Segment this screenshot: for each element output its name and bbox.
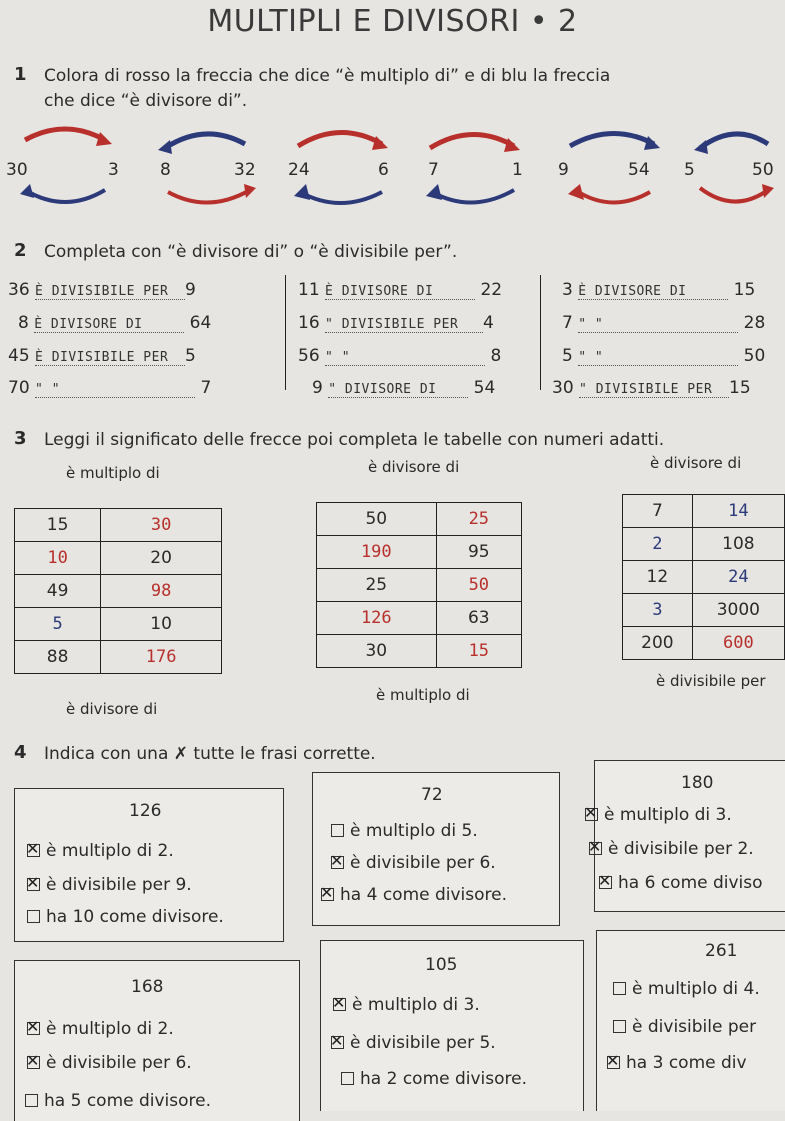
table-cell[interactable]: 176 — [101, 641, 222, 674]
ex2-a: 7 — [562, 313, 573, 333]
table-cell[interactable]: 3 — [623, 594, 693, 627]
table-row — [317, 602, 522, 635]
ex2-answer[interactable]: " DIVISIBILE PER — [325, 317, 483, 333]
ex2-row — [562, 313, 765, 333]
checkbox-icon[interactable] — [331, 856, 344, 869]
ex2-answer[interactable]: " DIVISIBILE PER — [579, 382, 729, 398]
checkbox-icon[interactable] — [321, 888, 334, 901]
page-title: MULTIPLI E DIVISORI • 2 — [207, 4, 578, 39]
table-row — [317, 503, 522, 536]
ex2-b: 5 — [185, 346, 196, 366]
statement-label: ha 2 come divisore. — [360, 1069, 528, 1089]
checkbox-icon[interactable] — [331, 824, 344, 837]
ex2-answer[interactable]: " " — [578, 317, 738, 333]
ex2-row — [298, 280, 502, 300]
ex2-row — [8, 280, 196, 300]
ex2-a: 45 — [8, 346, 30, 366]
statement-option[interactable] — [25, 1091, 211, 1111]
table-cell[interactable]: 190 — [317, 536, 437, 569]
ex2-answer[interactable]: È DIVISIBILE PER — [35, 350, 185, 366]
arrowhead-bottom-4 — [426, 184, 442, 200]
table2-top-caption: è divisore di — [368, 458, 460, 476]
statement-label: è multiplo di 4. — [632, 979, 760, 999]
table-row — [15, 542, 222, 575]
table-cell[interactable]: 98 — [101, 575, 222, 608]
statement-box-180 — [594, 760, 785, 912]
arrow-bottom-5 — [575, 190, 650, 203]
ex2-answer[interactable]: È DIVISIBILE PER — [35, 284, 185, 300]
statement-label: è divisibile per 2. — [608, 839, 754, 859]
arrowhead-bottom-5 — [568, 184, 584, 200]
statement-box-105 — [320, 940, 584, 1111]
ex1-pair5-left: 9 — [558, 160, 569, 180]
ex2-row — [552, 378, 751, 398]
box-number: 105 — [425, 955, 458, 975]
table-cell: 63 — [436, 602, 521, 635]
statement-option[interactable] — [331, 1033, 496, 1053]
statement-option[interactable] — [27, 1053, 192, 1073]
table-row — [15, 575, 222, 608]
arrowhead-bottom-1 — [20, 184, 34, 198]
ex2-b: 64 — [189, 313, 212, 333]
table-row — [623, 627, 785, 660]
checkbox-icon[interactable] — [331, 1036, 344, 1049]
statement-box-261 — [596, 930, 785, 1111]
table-cell[interactable]: 5 — [15, 608, 101, 641]
statement-option[interactable] — [27, 1019, 174, 1039]
checkbox-icon[interactable] — [27, 1056, 40, 1069]
ex2-a: 70 — [8, 378, 30, 398]
ex1-pair1-left: 30 — [6, 160, 28, 180]
statement-label: è divisibile per 6. — [350, 853, 496, 873]
ex2-divider-2 — [540, 275, 541, 390]
arrow-bottom-6 — [700, 188, 768, 202]
ex1-pair4-left: 7 — [428, 160, 439, 180]
arrow-bottom-2 — [168, 190, 250, 203]
ex2-answer[interactable]: " " — [35, 382, 195, 398]
arrow-bottom-4 — [432, 190, 514, 203]
statement-option[interactable] — [331, 821, 478, 841]
table1-bottom-caption: è divisore di — [66, 700, 158, 718]
table-cell[interactable]: 10 — [15, 542, 101, 575]
table-row — [15, 608, 222, 641]
arrow-top-6 — [700, 134, 768, 148]
arrowhead-bottom-6 — [762, 184, 774, 198]
statement-label: è divisibile per — [632, 1017, 757, 1037]
arrowhead-bottom-3 — [294, 184, 310, 200]
statement-option[interactable] — [585, 805, 732, 825]
table-cell[interactable]: 24 — [692, 561, 784, 594]
table-cell[interactable]: 126 — [317, 602, 437, 635]
ex2-row — [298, 346, 501, 366]
table-cell[interactable]: 30 — [101, 509, 222, 542]
statement-box-72 — [312, 772, 560, 926]
table-cell: 20 — [101, 542, 222, 575]
ex2-b: 7 — [200, 378, 212, 398]
arrow-bottom-3 — [300, 192, 382, 203]
ex2-answer[interactable]: " " — [578, 350, 738, 366]
table-cell: 12 — [623, 561, 693, 594]
table-cell: 30 — [317, 635, 437, 668]
ex1-pair3-left: 24 — [288, 160, 310, 180]
checkbox-icon[interactable] — [585, 808, 598, 821]
ex2-row — [18, 313, 211, 333]
ex2-answer[interactable]: È DIVISORE DI — [578, 284, 728, 300]
table-2 — [316, 502, 522, 668]
ex2-a: 56 — [298, 346, 320, 366]
ex1-pair6-left: 5 — [684, 160, 695, 180]
ex3-text: Leggi il significato delle frecce poi completa le tabelle con numeri adatti. — [44, 430, 665, 450]
ex2-a: 5 — [562, 346, 573, 366]
statement-label: è divisibile per 6. — [46, 1053, 192, 1073]
table2-bottom-caption: è multiplo di — [376, 686, 470, 704]
ex2-answer[interactable]: È DIVISORE DI — [325, 284, 475, 300]
ex2-row — [8, 346, 196, 366]
ex2-b: 4 — [483, 313, 494, 333]
arrow-top-1 — [25, 129, 105, 140]
statement-box-126 — [14, 788, 284, 942]
ex2-answer[interactable]: È DIVISORE DI — [34, 317, 184, 333]
arrow-top-3 — [298, 132, 382, 146]
ex2-row — [312, 378, 495, 398]
ex2-row — [562, 346, 765, 366]
checkbox-icon[interactable] — [27, 910, 40, 923]
arrow-bottom-1 — [25, 190, 105, 202]
statement-label: è divisibile per 9. — [46, 875, 192, 895]
statement-option[interactable] — [607, 1053, 747, 1073]
table-cell[interactable]: 50 — [436, 569, 521, 602]
table-row — [317, 536, 522, 569]
ex2-number: 2 — [14, 240, 27, 261]
ex2-a: 11 — [298, 280, 320, 300]
table-row — [623, 528, 785, 561]
ex1-pair5-right: 54 — [628, 160, 650, 180]
arrowhead-bottom-2 — [244, 184, 256, 198]
statement-label: è multiplo di 2. — [46, 841, 174, 861]
table-row — [623, 594, 785, 627]
checkbox-icon[interactable] — [333, 998, 346, 1011]
ex2-row — [298, 313, 494, 333]
ex2-b: 28 — [743, 313, 766, 333]
table-row — [623, 495, 785, 528]
ex2-a: 30 — [552, 378, 574, 398]
statement-label: ha 3 come div — [626, 1053, 747, 1073]
box-number: 261 — [705, 941, 738, 961]
statement-label: ha 5 come divisore. — [44, 1091, 212, 1111]
table-row — [317, 569, 522, 602]
ex1-pair6-right: 50 — [752, 160, 774, 180]
ex1-text-line2: che dice “è divisore di”. — [44, 91, 248, 111]
table-cell: 95 — [436, 536, 521, 569]
ex3-number: 3 — [14, 428, 27, 449]
table-row — [623, 561, 785, 594]
statement-box-168 — [14, 960, 300, 1121]
table-1 — [14, 508, 222, 674]
checkbox-icon[interactable] — [589, 842, 602, 855]
ex2-b: 9 — [185, 280, 196, 300]
statement-label: è multiplo di 3. — [352, 995, 480, 1015]
table-cell: 10 — [101, 608, 222, 641]
table-cell[interactable]: 14 — [692, 495, 784, 528]
box-number: 168 — [131, 977, 164, 997]
ex2-answer[interactable]: " DIVISORE DI — [328, 382, 468, 398]
checkbox-icon[interactable] — [27, 1022, 40, 1035]
table-row — [317, 635, 522, 668]
ex1-pair2-right: 32 — [234, 160, 256, 180]
statement-option[interactable] — [613, 979, 760, 999]
table3-bottom-caption: è divisibile per — [656, 672, 766, 690]
statement-label: è multiplo di 3. — [604, 805, 732, 825]
checkbox-icon[interactable] — [341, 1072, 354, 1085]
arrow-top-2 — [165, 134, 245, 148]
box-number: 180 — [681, 773, 714, 793]
table-cell: 15 — [15, 509, 101, 542]
ex2-text: Completa con “è divisore di” o “è divisibile per”. — [44, 242, 458, 262]
statement-label: è multiplo di 5. — [350, 821, 478, 841]
table-cell: 50 — [317, 503, 437, 536]
ex2-a: 36 — [8, 280, 30, 300]
arrowhead-top-6 — [694, 140, 708, 154]
table-cell: 49 — [15, 575, 101, 608]
statement-option[interactable] — [341, 1069, 527, 1089]
ex2-a: 16 — [298, 313, 320, 333]
ex2-a: 8 — [18, 313, 29, 333]
statement-option[interactable] — [599, 873, 763, 893]
table-row — [15, 509, 222, 542]
box-number: 72 — [421, 785, 443, 805]
statement-option[interactable] — [27, 841, 174, 861]
ex2-divider-1 — [285, 275, 286, 390]
ex2-row — [562, 280, 755, 300]
statement-label: ha 6 come diviso — [618, 873, 763, 893]
table-3 — [622, 494, 785, 660]
arrow-top-5 — [570, 133, 654, 146]
table-cell: 108 — [692, 528, 784, 561]
statement-option[interactable] — [331, 853, 496, 873]
ex4-text: Indica con una ✗ tutte le frasi corrette. — [44, 744, 376, 764]
ex2-b: 15 — [729, 378, 751, 398]
ex2-answer[interactable]: " " — [325, 350, 485, 366]
table-cell[interactable]: 25 — [436, 503, 521, 536]
arrow-top-4 — [430, 134, 514, 148]
ex4-number: 4 — [14, 742, 27, 763]
ex1-pair2-left: 8 — [160, 160, 171, 180]
checkbox-icon[interactable] — [599, 876, 612, 889]
statement-option[interactable] — [27, 875, 192, 895]
ex1-number: 1 — [14, 64, 27, 85]
checkbox-icon[interactable] — [613, 982, 626, 995]
ex2-b: 54 — [473, 378, 496, 398]
ex2-a: 9 — [312, 378, 323, 398]
ex1-text-line1: Colora di rosso la freccia che dice “è multiplo di” e di blu la freccia — [44, 66, 611, 86]
statement-option[interactable] — [27, 907, 224, 927]
table-row — [15, 641, 222, 674]
statement-option[interactable] — [589, 839, 754, 859]
checkbox-icon[interactable] — [27, 878, 40, 891]
statement-label: ha 10 come divisore. — [46, 907, 224, 927]
statement-option[interactable] — [321, 885, 507, 905]
box-number: 126 — [129, 801, 162, 821]
checkbox-icon[interactable] — [27, 844, 40, 857]
statement-label: è multiplo di 2. — [46, 1019, 174, 1039]
ex2-b: 15 — [733, 280, 756, 300]
table-cell[interactable]: 600 — [692, 627, 784, 660]
ex1-pair4-right: 1 — [512, 160, 523, 180]
table-cell: 7 — [623, 495, 693, 528]
statement-option[interactable] — [613, 1017, 756, 1037]
table1-top-caption: è multiplo di — [66, 464, 160, 482]
ex2-b: 50 — [743, 346, 766, 366]
table-cell: 3000 — [692, 594, 784, 627]
checkbox-icon[interactable] — [607, 1056, 620, 1069]
table-cell: 25 — [317, 569, 437, 602]
arrowhead-top-2 — [158, 140, 172, 154]
statement-option[interactable] — [333, 995, 480, 1015]
statement-label: ha 4 come divisore. — [340, 885, 508, 905]
table-cell[interactable]: 15 — [436, 635, 521, 668]
statement-label: è divisibile per 5. — [350, 1033, 496, 1053]
table-cell: 88 — [15, 641, 101, 674]
ex2-row — [8, 378, 211, 398]
checkbox-icon[interactable] — [613, 1020, 626, 1033]
ex2-b: 22 — [480, 280, 503, 300]
table-cell[interactable]: 2 — [623, 528, 693, 561]
ex2-b: 8 — [490, 346, 502, 366]
ex1-pair1-right: 3 — [108, 160, 119, 180]
table-cell: 200 — [623, 627, 693, 660]
checkbox-icon[interactable] — [25, 1094, 38, 1107]
table3-top-caption: è divisore di — [650, 454, 742, 472]
ex2-a: 3 — [562, 280, 573, 300]
ex1-pair3-right: 6 — [378, 160, 389, 180]
